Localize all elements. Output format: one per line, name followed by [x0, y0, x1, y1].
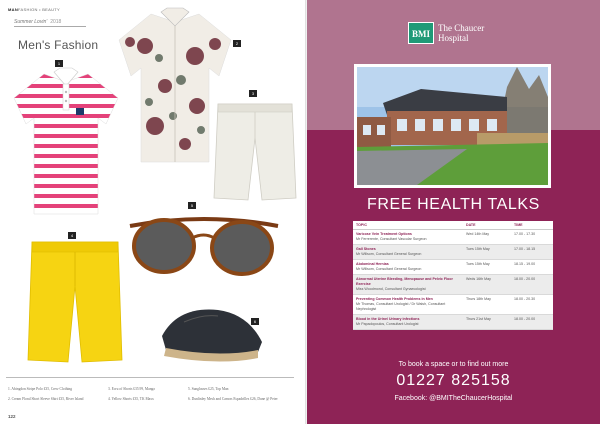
espadrille-image	[158, 296, 268, 366]
topic-cell: Abdominal Hernias Mr Willsom, Consultant General Surgeon	[353, 260, 463, 275]
credit-item: 2. Cream Floral Short Sleeve Shirt £35, River Island	[8, 397, 84, 401]
bmi-logo-mark: BMI	[408, 22, 434, 44]
topic-cell: Preventing Common Health Problems in Men Mr Thomas, Consultant Urologist / Dr Walsh, Consultant Nephrologist	[353, 295, 463, 315]
striped-polo-image	[6, 64, 126, 224]
time-cell: 18.00 - 20.00	[511, 275, 553, 295]
time-cell: 18.00 - 20.30	[511, 295, 553, 315]
item-badge: 2	[233, 40, 241, 47]
time-cell: 18.15 - 19.00	[511, 260, 553, 275]
time-cell: 18.00 - 20.00	[511, 315, 553, 330]
topic-cell: Abnormal Uterine Bleeding, Menopause and Pelvic Floor Exercise Miss Woodmond, Consultant Gynaecologist	[353, 275, 463, 295]
date-cell: Thurs 18th May	[463, 295, 511, 315]
yellow-shorts-image	[26, 236, 124, 366]
table-row	[353, 260, 553, 275]
table-header-row	[353, 221, 553, 230]
sunglasses-image	[126, 208, 282, 282]
page-number: 122	[8, 414, 16, 419]
date-cell: Tues 15th May	[463, 245, 511, 260]
date-cell: Weds 16th May	[463, 275, 511, 295]
item-badge: 1	[55, 60, 63, 67]
column-header: DATE	[463, 221, 511, 230]
table-row	[353, 295, 553, 315]
health-talks-title: FREE HEALTH TALKS	[367, 196, 540, 213]
magazine-header: MANFASHION • BEAUTY	[8, 7, 61, 12]
hospital-name: The Chaucer Hospital	[438, 23, 485, 43]
column-header: TIME	[511, 221, 553, 230]
topic-cell: Varicose Vein Treatment Options Mr Ferrerente, Consultant Vascular Surgeon	[353, 230, 463, 245]
credit-item: 5. Sunglasses £25, Top Man	[188, 387, 229, 391]
page-title: Men's Fashion	[18, 38, 99, 52]
item-badge: 4	[68, 232, 76, 239]
date-cell: Thurs 21st May	[463, 315, 511, 330]
phone-number: 01227 825158	[396, 372, 511, 389]
item-badge: 6	[251, 318, 259, 325]
table-row	[353, 315, 553, 330]
table-row	[353, 275, 553, 295]
date-cell: Tues 15th May	[463, 260, 511, 275]
booking-text: To book a space or to find out more	[398, 361, 509, 368]
hospital-photo	[354, 64, 551, 188]
talks-schedule-table	[353, 221, 553, 330]
table-row	[353, 230, 553, 245]
time-cell: 17.00 - 17.30	[511, 230, 553, 245]
credits-rule	[6, 377, 294, 378]
section-rule	[14, 26, 86, 27]
topic-cell: Blood in the Urine/ Urinary infections Mr Papadopoulos, Consultant Urologist	[353, 315, 463, 330]
table-row	[353, 245, 553, 260]
facebook-handle: Facebook: @BMITheChaucerHospital	[394, 395, 513, 402]
date-cell: Wed 14th May	[463, 230, 511, 245]
white-shorts-image	[212, 100, 298, 206]
item-badge: 5	[188, 202, 196, 209]
credit-item: 4. Yellow Shorts £35, TK Maxx	[108, 397, 154, 401]
topic-cell: Gall Stones Mr Willsom, Consultant General Surgeon	[353, 245, 463, 260]
time-cell: 17.00 - 18.15	[511, 245, 553, 260]
item-badge: 3	[249, 90, 257, 97]
health-talks-page	[307, 0, 600, 424]
column-header: TOPIC	[353, 221, 463, 230]
credit-item: 3. Ecru of Shorts £35.99, Mango	[108, 387, 156, 391]
credit-item: 1. Abingdon Stripe Polo £35, Crew Clothing	[8, 387, 73, 391]
credit-item: 6. Dunlinley Mesh and Canvas Espadrilles £26, Dune @ Peter	[188, 397, 278, 401]
section-tag: Summer Lovin' 2018	[14, 19, 62, 25]
